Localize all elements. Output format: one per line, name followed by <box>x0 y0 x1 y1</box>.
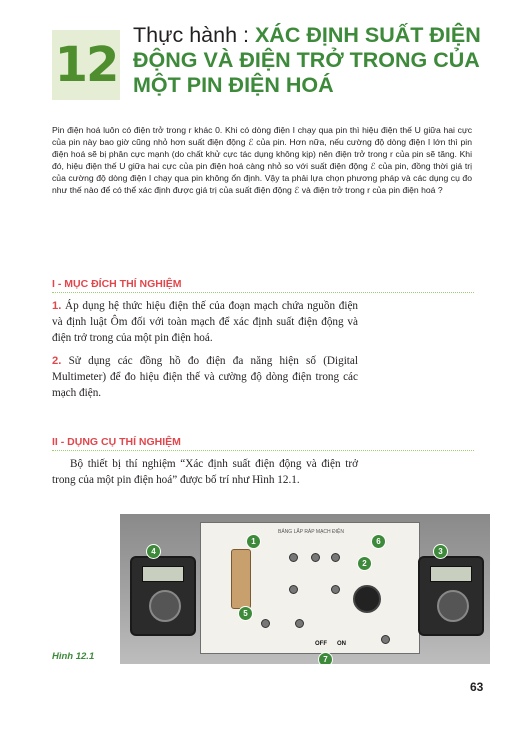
circuit-board <box>200 522 420 654</box>
equipment-text: Bộ thiết bị thí nghiệm “Xác định suất điện động và điện trở trong của một pin điện hoá” được bố trí như Hình 12.1. <box>52 458 358 486</box>
terminal <box>289 585 298 594</box>
terminal <box>295 619 304 628</box>
experiment-photo <box>120 514 490 664</box>
purpose-list <box>52 298 358 408</box>
item-text: Sử dụng các đồng hồ đo điện đa năng hiện số (Digital Multimeter) để đo hiệu điện thế và cường độ dòng điện trong các mạch điện. <box>52 355 358 399</box>
equipment-text-block <box>52 456 358 495</box>
section-heading-purpose: I - MỤC ĐÍCH THÍ NGHIỆM <box>52 278 182 290</box>
meter-display <box>142 566 184 582</box>
title-main: XÁC ĐỊNH SUẤT ĐIỆN ĐỘNG VÀ ĐIỆN TRỞ TRONG CỦA MỘT PIN ĐIỆN HOÁ <box>133 23 481 97</box>
terminal <box>311 553 320 562</box>
list-item <box>52 353 358 401</box>
meter-dial <box>149 590 181 622</box>
section-heading-equipment: II - DỤNG CỤ THÍ NGHIỆM <box>52 436 181 448</box>
marker-4: 4 <box>146 544 161 559</box>
page-number: 63 <box>470 680 484 694</box>
section-divider <box>52 450 474 451</box>
multimeter-left <box>130 556 196 636</box>
marker-1: 1 <box>246 534 261 549</box>
marker-2: 2 <box>357 556 372 571</box>
meter-display <box>430 566 472 582</box>
intro-paragraph <box>52 124 472 196</box>
marker-7: 7 <box>318 652 333 664</box>
switch-on-label: ON <box>337 641 346 647</box>
list-item <box>52 298 358 346</box>
switch-off-label: OFF <box>315 641 327 647</box>
rheostat-knob <box>353 585 381 613</box>
multimeter-right <box>418 556 484 636</box>
battery-cell <box>231 549 251 609</box>
item-number: 1. <box>52 300 62 312</box>
terminal <box>289 553 298 562</box>
page-title <box>133 23 503 98</box>
terminal <box>331 553 340 562</box>
terminal <box>331 585 340 594</box>
intro-text: Pin điện hoá luôn có điện trở trong r khác 0. Khi có dòng điện I chạy qua pin thì hiệu điện thế U giữa hai cực của pin này bao giờ cũng nhỏ hơn suất điện động ℰ của pin. Hơn nữa, nếu cường độ dòng điện I lớn thì pin điện hoá sẽ bị phân cực mạnh (do chất khử cực tác dụng không kịp) nên điện trở trong r của pin sẽ tăng. Khi đó, hiệu điện thế U giữa hai cực của pin điện hoá càng nhỏ so với suất điện động ℰ của pin, đồng thời giá trị của cường độ dòng điện I chạy qua pin không ổn định. Vậy ta phải lựa chọn phương pháp và các dụng cụ đo như thế nào để có thể xác định được giá trị của suất điện động ℰ và điện trở trong r của pin điện hoá ? <box>52 125 472 195</box>
meter-dial <box>437 590 469 622</box>
terminal <box>381 635 390 644</box>
item-number: 2. <box>52 355 62 367</box>
figure-caption: Hình 12.1 <box>52 651 95 662</box>
section-divider <box>52 292 474 293</box>
item-text: Áp dụng hệ thức hiệu điện thế của đoạn mạch chứa nguồn điện và định luật Ôm đối với toàn mạch để xác định suất điện động và điện trở trong của một pin điện hoá. <box>52 300 358 344</box>
chapter-number: 12 <box>52 30 120 100</box>
board-label: BẢNG LẮP RÁP MẠCH ĐIỆN <box>278 529 344 535</box>
marker-6: 6 <box>371 534 386 549</box>
title-prefix: Thực hành : <box>133 23 255 47</box>
terminal <box>261 619 270 628</box>
marker-5: 5 <box>238 606 253 621</box>
marker-3: 3 <box>433 544 448 559</box>
